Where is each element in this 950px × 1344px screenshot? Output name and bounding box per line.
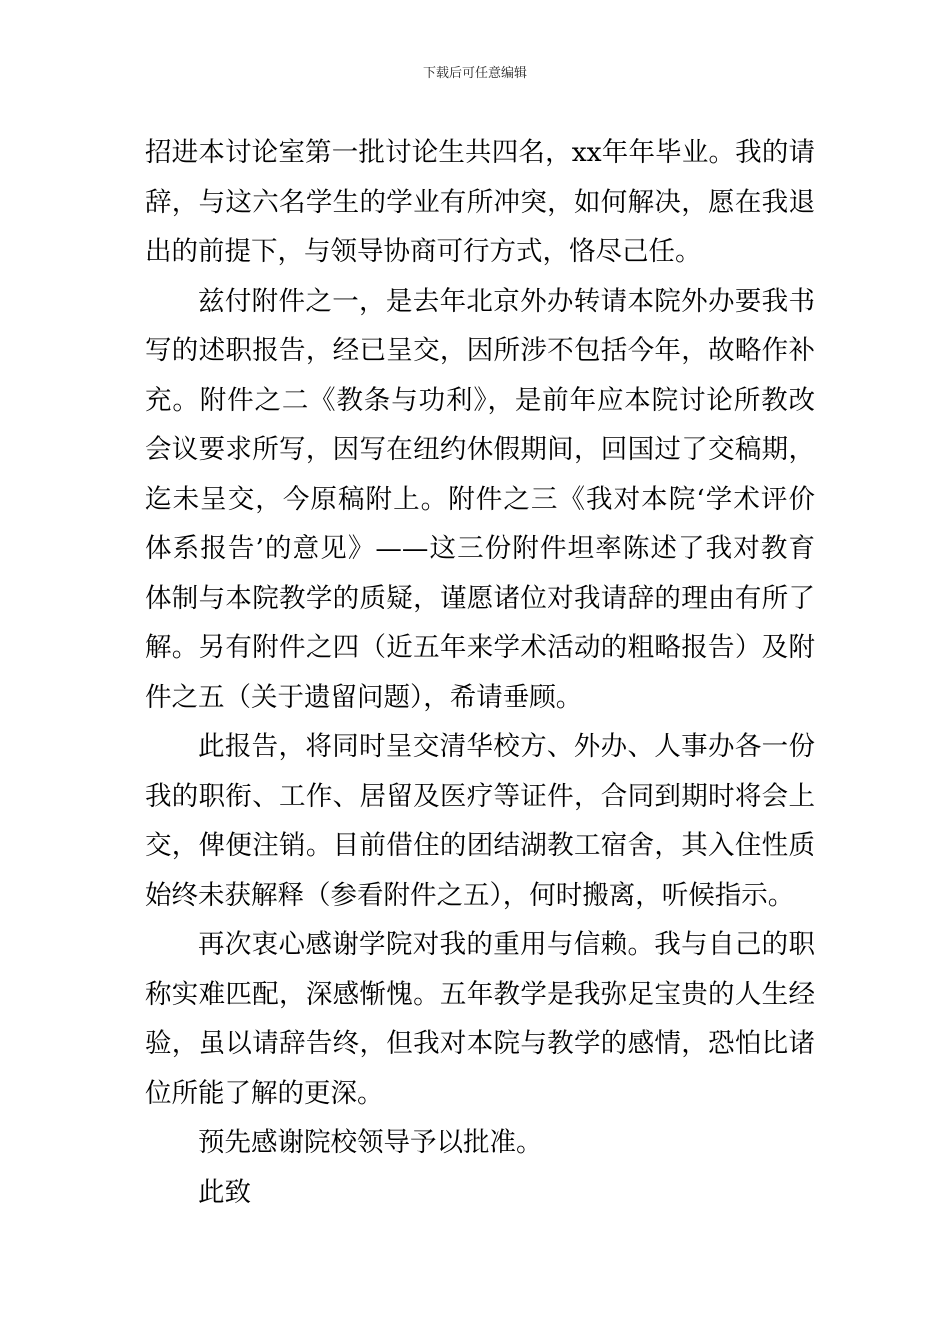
paragraph-closing: 此致 <box>198 1176 251 1208</box>
paragraph-2: 兹付附件之一，是去年北京外办转请本院外办要我书写的述职报告，经已呈交，因所涉不包括今年，故略作补充。附件之二《教条与功利》，是前年应本院讨论所教改会议要求所写，因写在纽约休假期间，回国过了交稿期，迄未呈交，今原稿附上。附件之三《我对本院‘学术评价体系报告’的意见》——这三份附件坦率陈述了我对教育体制与本院教学的质疑，谨愿诸位对我请辞的理由有所了解。另有附件之四（近五年来学术活动的粗略报告）及附件之五（关于遗留问题），希请垂顾。 <box>145 285 815 713</box>
paragraph-5: 预先感谢院校领导予以批准。 <box>198 1127 543 1158</box>
document-body <box>145 128 815 1217</box>
paragraph-4: 再次衷心感谢学院对我的重用与信赖。我与自己的职称实难匹配，深感惭愧。五年教学是我弥足宝贵的人生经验，虽以请辞告终，但我对本院与教学的感情，恐怕比诸位所能了解的更深。 <box>145 929 815 1109</box>
page-header: 下载后可任意编辑 <box>422 66 527 81</box>
paragraph-3: 此报告，将同时呈交清华校方、外办、人事办各一份我的职衔、工作、居留及医疗等证件，合同到期时将会上交，俾便注销。目前借住的团结湖教工宿舍，其入住性质始终未获解释（参看附件之五），何时搬离，听候指示。 <box>145 731 815 911</box>
paragraph-1: 招进本讨论室第一批讨论生共四名，xx年年毕业。我的请辞，与这六名学生的学业有所冲突，如何解决，愿在我退出的前提下，与领导协商可行方式，恪尽己任。 <box>145 137 815 267</box>
